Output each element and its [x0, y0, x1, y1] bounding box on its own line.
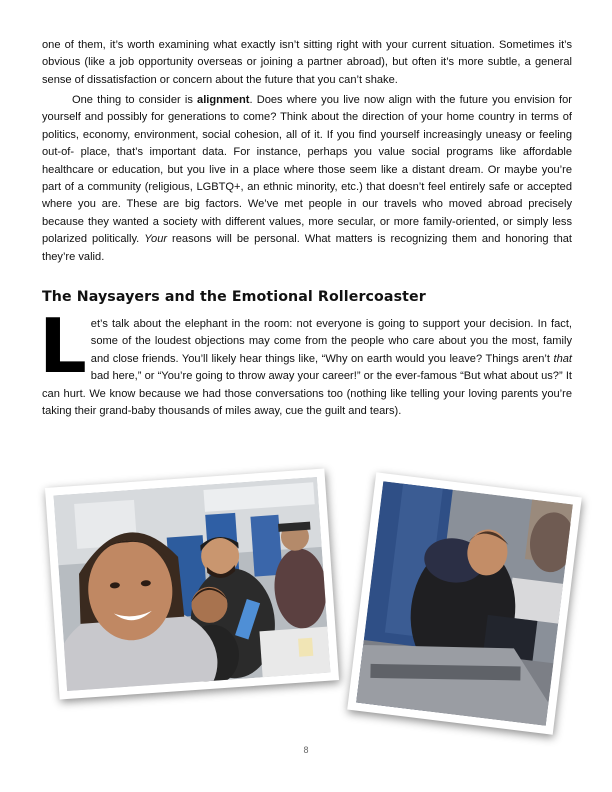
- paragraph-2-ending: reasons will be personal. What matters is recognizing them and honoring that they’re valid.: [42, 233, 573, 263]
- your-emphasis: Your: [144, 233, 168, 246]
- drop-cap-letter: L: [39, 302, 87, 390]
- paragraph-1-text: one of them, it’s worth examining what exactly isn’t sitting right with your current situation. Sometimes it’s obvious (like a job opportunity overseas or joining a partner abroad), but often it’s more subtle, a general sense of dissatisfaction or concern about the future that you can’t shake.: [42, 39, 572, 86]
- page-number: 8: [303, 745, 309, 755]
- alignment-keyword: alignment: [197, 94, 250, 106]
- sleeping-toddler-photo: [347, 472, 582, 734]
- sleeping-child-seat-image: [356, 481, 573, 726]
- paragraph-2-body: . Does where you live now align with the future you envision for yourself and possibly for generations to come? Think about the direction of your home country in terms of politics, economy, environment, social cohesion, all of it. If you find yourself increasingly uneasy or feeling out-of- place, that’s important data. For instance, perhaps you value social programs like affordable healthcare or education, but you live in a place where those seem like a distant dream. Or maybe you’re part of a community (religious, LGBTQ+, an ethnic minority, etc.) that doesn’t feel entirely safe or accepted where you are. These are big factors. We’ve met people in our travels who moved abroad precisely because they wanted a society with different values, more secular, or more family-oriented, or simply less polarized politically.: [42, 94, 572, 246]
- paragraph-3-part-2: bad here,” or “You’re going to throw away your career!” or the ever-famous “But what about us?” It can hurt. We know because we had those conversations too (nothing like telling your loving parents you’re taking their grand-baby thousands of miles away, cue the guilt and tears).: [42, 370, 572, 418]
- paragraph-alignment: [42, 92, 572, 266]
- paragraph-continuation: [42, 37, 572, 89]
- airplane-cabin-selfie-image: [53, 477, 330, 691]
- paragraph-3-part-1: et’s talk about the elephant in the room: not everyone is going to support your decision. In fact, some of the loudest objections may come from the people who care about you the most, family and close friends. You’ll likely hear things like, “Why on earth would you leave? Things aren’t: [90, 318, 572, 365]
- paragraph-naysayers: [39, 302, 572, 420]
- section-heading: The Naysayers and the Emotional Rollercoaster: [42, 289, 426, 305]
- paragraph-2-intro: One thing to consider is: [72, 94, 198, 106]
- family-airplane-selfie-photo: [45, 468, 339, 699]
- that-emphasis: that: [553, 352, 572, 365]
